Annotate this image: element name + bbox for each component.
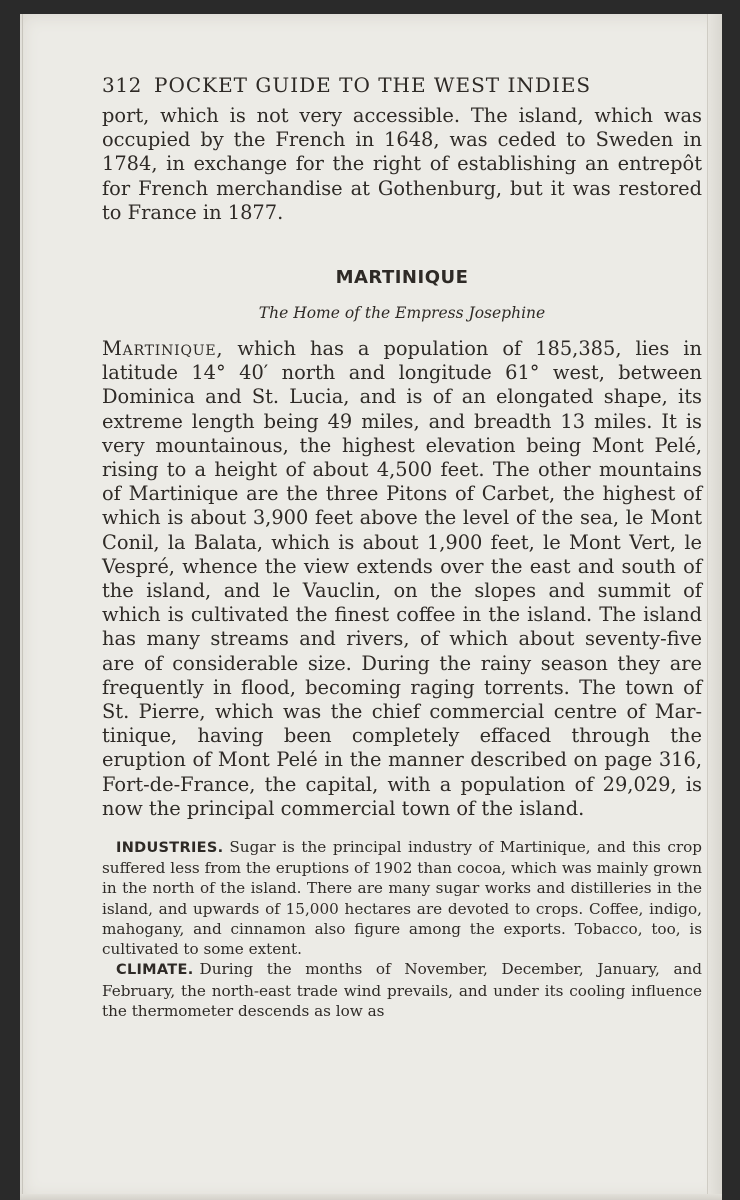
martinique-paragraph bbox=[102, 337, 702, 821]
page-right-edge bbox=[707, 14, 722, 1200]
section-heading: MARTINIQUE bbox=[335, 267, 469, 289]
lead-word: Martinique, bbox=[102, 337, 224, 361]
page-bottom-edge bbox=[20, 1194, 722, 1200]
running-title: POCKET GUIDE TO THE WEST INDIES bbox=[153, 73, 592, 97]
industries-text: Sugar is the principal industry of Martinique, and this crop suffered less from the eruptions of 1902 than cocoa, which was mainly grown in the north of the island. There are many sugar works and distilleries in the island, and upwards of 15,000 hectares are devoted to crops. Coffee, indigo, mahogany, and cinnamon also figure among the exports. Tobacco, too, is cultivated to some extent. bbox=[102, 838, 702, 959]
section-subtitle: The Home of the Empress Josephine bbox=[258, 304, 546, 323]
page-number: 312 bbox=[102, 73, 142, 97]
industries-heading: INDUSTRIES. bbox=[116, 840, 224, 857]
book-page bbox=[20, 14, 722, 1200]
opening-paragraph: port, which is not very accessible. The island, which was occupied by the French in 1648, was ceded to Sweden in 1784, in exchange for the right of establishing an entrepôt for French merchandise at Gothenburg, but it was restored to France in 1877. bbox=[102, 104, 702, 224]
page-gutter-line bbox=[22, 14, 23, 1200]
industries-paragraph bbox=[102, 837, 702, 959]
page-content bbox=[102, 66, 702, 1021]
climate-text: During the months of November, December, January, and February, the north-east trade wind prevails, and under its cooling influence the thermometer descends as low as bbox=[102, 960, 702, 1020]
martinique-paragraph-text: which has a population of 185,385, lies in latitude 14° 40′ north and longitude 61° west, between Dominica and St. Lucia, and is of an elongated shape, its extreme length being 49 miles, and breadth 13 miles. It is very mountainous, the highest elevation being Mont Pelé, rising to a height of about 4,500 feet. The other mountains of Martinique are the three Pitons of Carbet, the highest of which is about 3,900 feet above the level of the sea, le Mont Conil, la Balata, which is about 1,900 feet, le Mont Vert, le Vespré, whence the view extends over the east and south of the island, and le Vauclin, on the slopes and summit of which is cultivated the finest coffee in the island. The island has many streams and rivers, of which about seventy-five are of considerable size. During the rainy season they are frequently in flood, becoming raging torrents. The town of St. Pierre, which was the chief commercial centre of Martinique, having been completely effaced through the eruption of Mont Pelé in the manner described on page 316, Fort-de-France, the capital, with a population of 29,029, is now the principal commercial town of the island. bbox=[102, 337, 702, 820]
climate-heading: CLIMATE. bbox=[116, 962, 194, 979]
running-header bbox=[102, 66, 702, 104]
climate-paragraph bbox=[102, 959, 702, 1021]
